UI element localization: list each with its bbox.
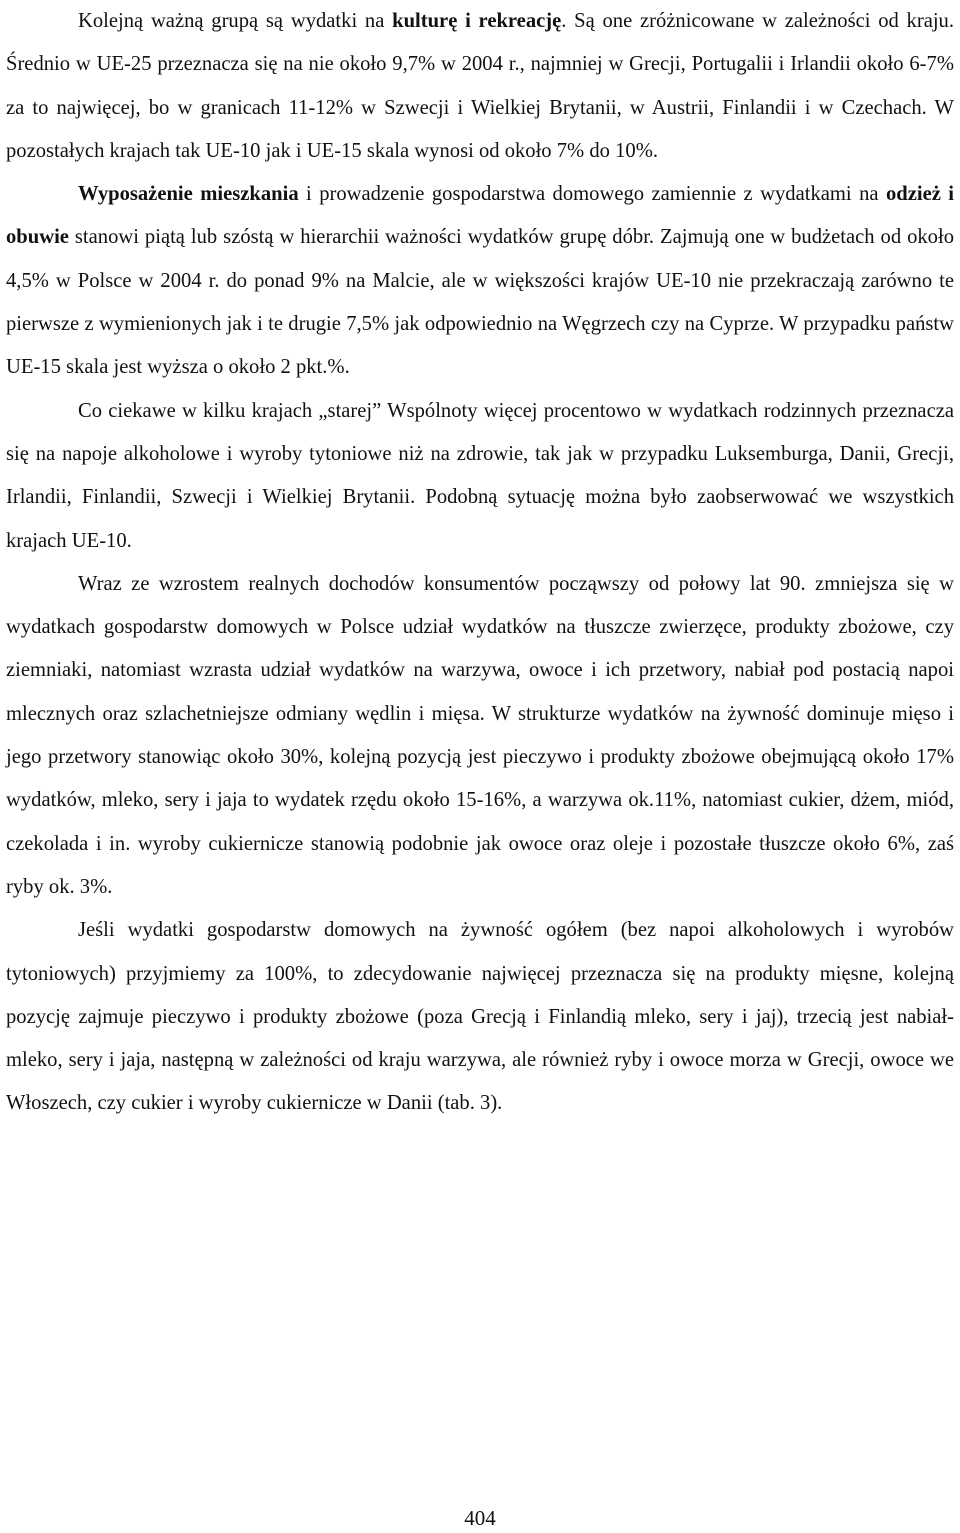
paragraph-alcohol-tobacco: [6, 390, 954, 563]
page-number: 404: [464, 1506, 496, 1530]
document-body: [6, 0, 954, 1126]
paragraph-furnishing-run-2: odzież i obuwie: [6, 183, 955, 249]
paragraph-furnishing-run-1: i prowadzenie gospodarstwa domowego zamiennie z wydatkami na: [298, 183, 886, 206]
paragraph-culture-run-0: Kolejną ważną grupą są wydatki na: [78, 10, 393, 32]
paragraph-culture-run-2: . Są one zróżnicowane w zależności od kraju. Średnio w UE-25 przeznacza się na nie około 9,7% w 2004 r., najmniej w Grecji, Portugalii i Irlandii około 6-7% za to najwięcej, bo w granicach 11-12% w Szwecji i Wielkiej Brytanii, w Austrii, Finlandii i w Czechach. W pozostałych krajach tak UE-10 jak i UE-15 skala wynosi od około 7% do 10%.: [6, 10, 955, 162]
paragraph-income-food: [6, 563, 954, 909]
paragraph-alcohol-tobacco-run-0: Co ciekawe w kilku krajach „starej” Wspólnoty więcej procentowo w wydatkach rodzinnych przeznacza się na napoje alkoholowe i wyroby tytoniowe niż na zdrowie, tak jak w przypadku Luksemburga, Danii, Grecji, Irlandii, Finlandii, Szwecji i Wielkiej Brytanii. Podobną sytuację można było zaobserwować we wszystkich krajach UE-10.: [6, 399, 954, 552]
paragraph-culture: [6, 0, 954, 173]
paragraph-furnishing: [6, 173, 954, 389]
paragraph-furnishing-run-0: Wyposażenie mieszkania: [78, 183, 299, 206]
paragraph-income-food-run-0: Wraz ze wzrostem realnych dochodów konsumentów począwszy od połowy lat 90. zmniejsza się w wydatkach gospodarstw domowych w Polsce udział wydatków na tłuszcze zwierzęce, produkty zbożowe, czy ziemniaki, natomiast wzrasta udział wydatków na warzywa, owoce i ich przetwory, nabiał pod postacią napoi mlecznych oraz szlachetniejsze odmiany wędlin i mięsa. W strukturze wydatków na żywność dominuje mięso i jego przetwory stanowiąc około 30%, kolejną pozycją jest pieczywo i produkty zbożowe obejmującą około 17% wydatków, mleko, sery i jaja to wydatek rzędu około 15-16%, a warzywa ok.11%, natomiast cukier, dżem, miód, czekolada i in. wyroby cukiernicze stanowią podobnie jak owoce oraz oleje i pozostałe tłuszcze około 6%, zaś ryby ok. 3%.: [6, 572, 954, 898]
paragraph-culture-run-1: kulturę i rekreację: [392, 10, 562, 32]
paragraph-food-total: [6, 909, 954, 1125]
paragraph-furnishing-run-3: stanowi piątą lub szóstą w hierarchii ważności wydatków grupę dóbr. Zajmują one w budżetach od około 4,5% w Polsce w 2004 r. do ponad 9% na Malcie, ale w większości krajów UE-10 nie przekraczają zarówno te pierwsze z wymienionych jak i te drugie 7,5% jak odpowiednio na Węgrzech czy na Cyprze. W przypadku państw UE-15 skala jest wyższa o około 2 pkt.%.: [6, 226, 954, 379]
paragraph-food-total-run-0: Jeśli wydatki gospodarstw domowych na żywność ogółem (bez napoi alkoholowych i wyrobów tytoniowych) przyjmiemy za 100%, to zdecydowanie najwięcej przeznacza się na produkty mięsne, kolejną pozycję zajmuje pieczywo i produkty zbożowe (poza Grecją i Finlandią mleko, sery i jaj), trzecią jest nabiał-mleko, sery i jaja, następną w zależności od kraju warzywa, ale również ryby i owoce morza w Grecji, owoce we Włoszech, czy cukier i wyroby cukiernicze w Danii (tab. 3).: [6, 919, 954, 1115]
